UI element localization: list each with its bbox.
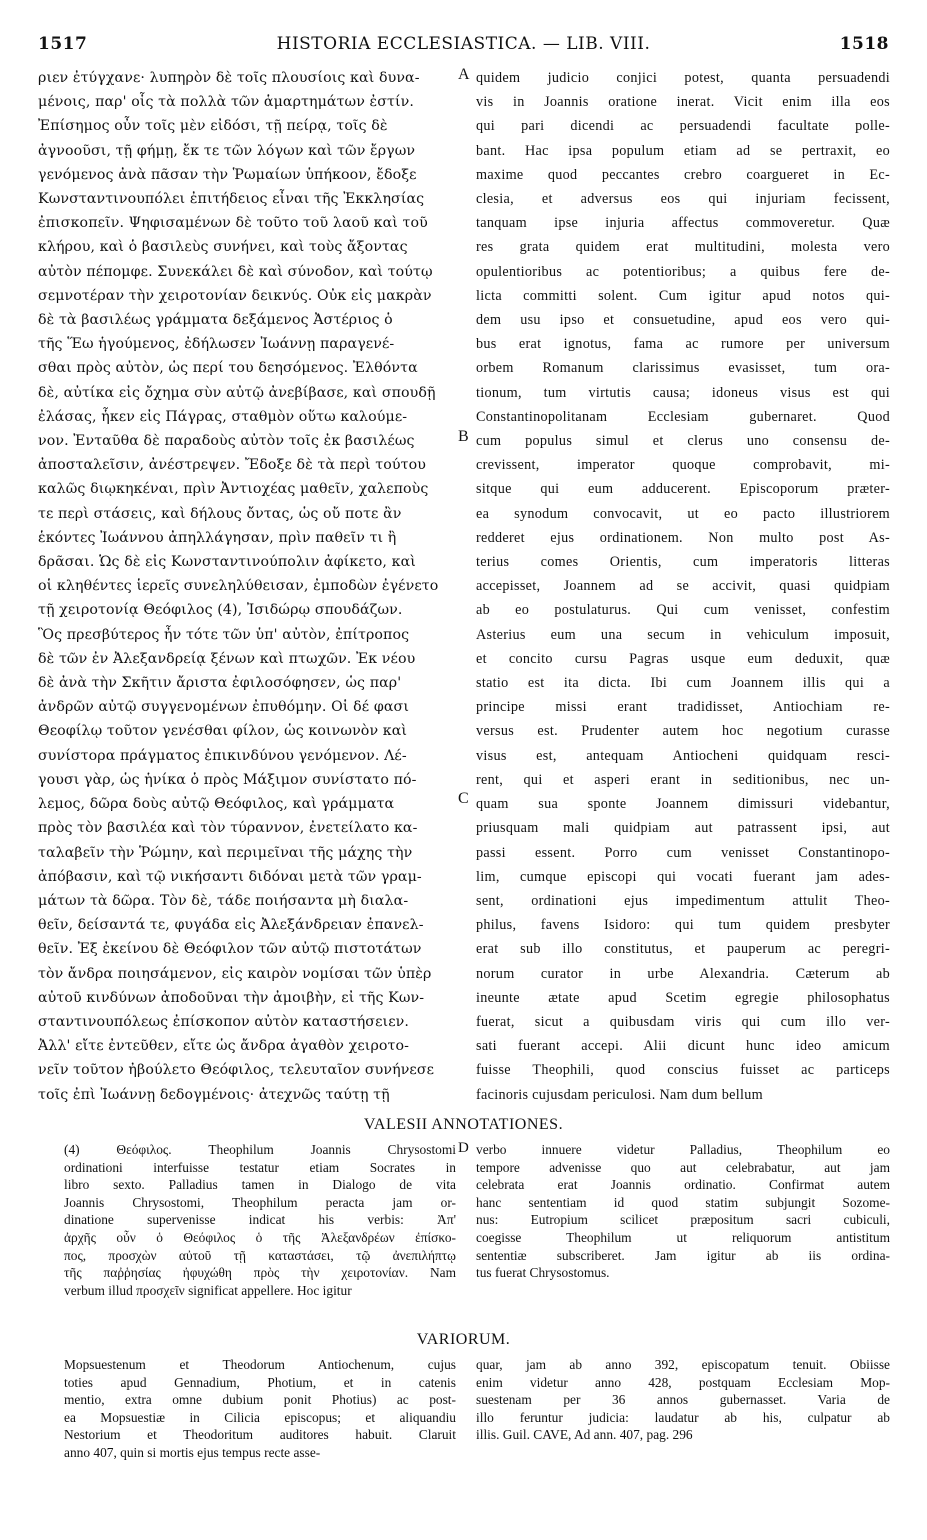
latin-text-line: ineunte ætate apud Scetim egregie philosophatus bbox=[476, 989, 890, 1006]
greek-text-line: ριεν ἐτύγχανε· λυπηρὸν δὲ τοῖς πλουσίοις καὶ δυνα- bbox=[38, 70, 420, 86]
margin-letter-c: C bbox=[458, 790, 469, 807]
annotation-line: ἀρχῆς οὖν ὁ Θεόφιλος ὁ τῆς Ἀλεξανδρέων ἐπίσκο- bbox=[64, 1229, 456, 1245]
greek-text-line: πρὸς τὸν βασιλέα καὶ τὸν τύραννον, ἐνετείλατο κα- bbox=[38, 820, 418, 837]
annotation-line: dinatione supervenisse indicat his verbis: Ἀπ' bbox=[64, 1212, 456, 1228]
variorum-line: enim videtur anno 428, postquam Ecclesiam Mop- bbox=[476, 1374, 890, 1390]
greek-text-line: νεῖν τοῦτον ἠβούλετο Θεόφιλος, τελευταῖον συνήνεσε bbox=[38, 1062, 435, 1079]
latin-text-line: statio est ita dicta. Ibi cum Joannem illis qui a bbox=[476, 675, 890, 692]
annotation-line: hanc sententiam id quod statim subjungit Sozome- bbox=[476, 1194, 890, 1210]
latin-text-line: sent, ordinationi ejus impedimentum attulit Theo- bbox=[476, 892, 890, 909]
page-number-left: 1517 bbox=[38, 34, 88, 54]
greek-text-line: μένοις, παρ' οἷς τὰ πολλὰ τῶν ἁμαρτημάτων ἐστίν. bbox=[38, 94, 414, 111]
annotation-left-column bbox=[64, 1141, 456, 1299]
greek-text-line: ἐλάσας, ἧκεν εἰς Πάγρας, σταθμὸν οὕτω καλούμε- bbox=[38, 408, 408, 425]
latin-text-column bbox=[476, 66, 890, 1107]
latin-text-line: terius comes Orientis, cum imperatoris litteras bbox=[476, 554, 890, 571]
latin-text-line: quam sua sponte Joannem dimissuri videbantur, bbox=[476, 796, 890, 813]
greek-text-line: κλήρου, καὶ ὁ βασιλεὺς συνήνει, καὶ τοὺς ἄξοντας bbox=[38, 239, 408, 256]
annotation-line: (4) Θεόφιλος. Theophilum Joannis Chrysostomi bbox=[64, 1142, 456, 1157]
greek-text-line: τε περὶ στάσεις, καὶ δήλους ὄντας, ὡς οὔ ποτε ἂν bbox=[38, 505, 402, 522]
greek-text-line: τὸν ἄνδρα ποιησάμενον, εἰς καιρὸν νομίσαι τῶν ὑπὲρ bbox=[38, 965, 432, 982]
latin-text-line: opulentioribus ac potentioribus; a quibus fere de- bbox=[476, 263, 890, 280]
greek-text-line: σταντινουπόλεως ἐπίσκοπον αὐτὸν καταστήσειεν. bbox=[38, 1013, 409, 1030]
annotation-line: libro sexto. Palladius tamen in Dialogo de vita bbox=[64, 1177, 456, 1193]
greek-text-line: τῆς Ἕω ἡγούμενος, ἐδήλωσεν Ἰωάννῃ παραγενέ- bbox=[38, 336, 395, 353]
greek-text-line: Ἀλλ' εἴτε ἐντεῦθεν, εἴτε ὡς ἄνδρα ἀγαθὸν χειροτο- bbox=[38, 1038, 410, 1055]
latin-text-line: passi essent. Porro cum venisset Constantinopo- bbox=[476, 844, 890, 861]
greek-text-line: τοῖς ἐπὶ Ἰωάννῃ δεδογμένοις· ἀτεχνῶς ταύτῃ τῇ bbox=[38, 1086, 390, 1103]
greek-text-line: συνίστορα πράγματος ἐπικινδύνου γενόμενον. Λέ- bbox=[38, 747, 407, 764]
variorum-line: toties apud Gennadium, Photium, et in catenis bbox=[64, 1374, 456, 1390]
latin-text-line: maxime quod peccantes crebro coargueret in Ec- bbox=[476, 166, 890, 183]
variorum-line: suestenam per 36 annos gubernasset. Varia de bbox=[476, 1392, 890, 1408]
margin-letter-b: B bbox=[458, 428, 469, 445]
latin-text-line: orbem Romanum clarissimus evasisset, tum ora- bbox=[476, 360, 890, 377]
greek-text-column bbox=[38, 66, 454, 1107]
greek-text-line: δρᾶσαι. Ὡς δὲ εἰς Κωνσταντινούπολιν ἀφίκετο, καὶ bbox=[38, 554, 416, 571]
greek-text-line: καλῶς διῳκηκέναι, πρὶν Ἀντιοχέας μαθεῖν, χαλεποὺς bbox=[38, 481, 429, 498]
annotation-line: sententiæ subscriberet. Jam igitur ab iis ordina- bbox=[476, 1247, 890, 1263]
latin-text-line: rent, qui et asperi erant in seditionibus, nec un- bbox=[476, 771, 890, 788]
variorum-line: quar, jam ab anno 392, episcopatum tenuit. Obiisse bbox=[476, 1357, 890, 1372]
latin-text-line: redderet ejus ordinationem. Non multo post As- bbox=[476, 529, 890, 546]
section-heading-valesii: VALESII ANNOTATIONES. bbox=[363, 1116, 564, 1133]
greek-text-line: νον. Ἐνταῦθα δὲ παραδοὺς αὐτὸν τοῖς ἐκ βασιλέως bbox=[38, 433, 415, 450]
greek-text-line: ἑκόντες Ἰωάννου ἀπηλλάγησαν, πρὶν παθεῖν τι ἢ bbox=[38, 529, 397, 546]
variorum-line: illo feruntur judicia: laudatur ab his, culpatur ab bbox=[476, 1409, 890, 1425]
greek-text-line: δὲ τῶν ἐν Ἀλεξανδρείᾳ ξένων καὶ πτωχῶν. Ἐκ νέου bbox=[38, 650, 416, 667]
latin-text-line: fuerat, sicut a quibusdam viris qui cum illo ver- bbox=[476, 1013, 890, 1030]
annotation-line: celebrata erat Joannis ordinatio. Confirmat autem bbox=[476, 1177, 890, 1193]
greek-text-line: ἀπόβασιν, καὶ τῷ νικήσαντι διδόναι μετὰ τῶν γραμ- bbox=[38, 868, 422, 885]
margin-letter-d: D bbox=[458, 1140, 469, 1156]
latin-text-line: priusquam mali quidpiam aut patrassent ipsi, aut bbox=[476, 820, 890, 837]
latin-text-line: dem usu ipso et consuetudine, apud eos vero qui- bbox=[476, 312, 890, 329]
latin-text-line: fuisse Theophili, quod conscius fuisset ac particeps bbox=[476, 1062, 890, 1079]
greek-text-line: λεμος, δῶρα δοὺς αὐτῷ Θεόφιλος, καὶ γράμματα bbox=[38, 796, 395, 813]
greek-text-line: Θεοφίλῳ τοῦτον γενέσθαι φίλον, ὡς κοινωνὸν καὶ bbox=[38, 723, 408, 740]
greek-text-line: ταλαβεῖν τὴν Ῥώμην, καὶ περιμεῖναι τῆς μάχης τὴν bbox=[38, 844, 413, 861]
latin-text-line: Constantinopolitanam Ecclesiam gubernaret. Quod bbox=[476, 408, 890, 425]
latin-text-line: sati fuerant accepi. Alii dicunt hunc ideo amicum bbox=[476, 1038, 890, 1055]
latin-text-line: qui pari dicendi ac persuadendi facultate polle- bbox=[476, 118, 890, 135]
greek-text-line: θεῖν, δείσαντά τε, φυγάδα εἰς Ἀλεξάνδρειαν ἐπανελ- bbox=[38, 917, 424, 934]
annotation-line: ordinationi interfuisse testatur etiam Socrates in bbox=[64, 1159, 456, 1175]
variorum-line: ea Mopsuestiæ in Cilicia episcopus; et aliquandiu bbox=[64, 1409, 456, 1425]
latin-text-line: res grata quidem erat multitudini, molesta vero bbox=[476, 239, 890, 256]
greek-text-line: Κωνσταντινουπόλει ἐπιτήδειος εἶναι τῆς Ἐκκλησίας bbox=[38, 191, 425, 208]
greek-text-line: δὲ, αὐτίκα εἰς ὄχημα σὺν αὐτῷ ἀνεβίβασε, καὶ σπουδῇ bbox=[38, 384, 436, 401]
latin-text-line: licta committi solent. Cum igitur apud notos qui- bbox=[476, 287, 890, 304]
variorum-line: Mopsuestenum et Theodorum Antiochenum, cujus bbox=[64, 1357, 456, 1372]
latin-text-line: cum populus simul et clerus uno consensu de- bbox=[476, 433, 890, 450]
annotation-line: Joannis Chrysostomi, Theophilum peracta jam or- bbox=[64, 1194, 456, 1210]
latin-text-line: principe missi erant tradidisset, Antiochiam re- bbox=[476, 699, 890, 716]
greek-text-line: Ὃς πρεσβύτερος ἦν τότε τῶν ὑπ' αὐτὸν, ἐπίτροπος bbox=[38, 626, 410, 643]
latin-text-line: bus erat ignotus, fama ac rumore per universum bbox=[476, 336, 890, 353]
latin-text-line: clesia, et adversus eos qui injuriam fecissent, bbox=[476, 191, 890, 208]
latin-text-line: tanquam ipse injuria affectus commoveretur. Quæ bbox=[476, 215, 890, 232]
latin-text-line: philus, favens Isidoro: qui tum quidem presbyter bbox=[476, 917, 890, 934]
latin-text-line: ab eo postulaturus. Qui cum venisset, confestim bbox=[476, 602, 890, 619]
page-number-right: 1518 bbox=[839, 34, 889, 54]
greek-text-line: τῇ χειροτονίᾳ Θεόφιλος (4), Ἰσιδώρῳ σπουδάζων. bbox=[38, 602, 403, 619]
latin-text-line: accepisset, Joannem ad se accivit, quasi quidpiam bbox=[476, 578, 890, 595]
latin-text-line: versus est. Prudenter autem hoc negotium curasse bbox=[476, 723, 890, 740]
annotation-line: verbo innuere videtur Palladius, Theophilum eo bbox=[476, 1142, 890, 1157]
latin-text-line: Asterius eum una secum in vehiculum imposuit, bbox=[476, 626, 890, 643]
variorum-line: Nestorium et Theodoritum auditores habuit. Claruit bbox=[64, 1427, 456, 1443]
latin-text-line: facinoris cujusdam periculosi. Nam dum bellum bbox=[476, 1086, 763, 1103]
annotation-line: πος, προσχὼν αὐτοῦ τῇ καταστάσει, τῷ ἀνεπιλήπτῳ bbox=[64, 1247, 456, 1263]
greek-text-line: ἀγνοοῦσι, τῇ φήμῃ, ἔκ τε τῶν λόγων καὶ τῶν ἔργων bbox=[38, 142, 416, 159]
annotation-line: nus: Eutropium scilicet præpositum sacri cubiculi, bbox=[476, 1212, 890, 1228]
greek-text-line: ἀνδρῶν αὐτῷ συγγενομένων ἐπυθόμην. Οἱ δέ φασι bbox=[38, 699, 409, 716]
variorum-line: anno 407, quin si mortis ejus tempus recte asse- bbox=[64, 1444, 321, 1460]
annotation-line: tus fuerat Chrysostomus. bbox=[476, 1265, 610, 1281]
annotation-line: tempore advenisse quo aut celebrabatur, aut jam bbox=[476, 1159, 890, 1175]
variorum-left-column bbox=[64, 1356, 456, 1462]
greek-text-line: δὲ ἀνὰ τὴν Σκῆτιν ἄριστα ἐφιλοσόφησεν, ὡς παρ' bbox=[38, 675, 402, 692]
variorum-line: mentio, extra omne dubium ponit Photius) ac post- bbox=[64, 1392, 456, 1408]
greek-text-line: μάτων τὰ δῶρα. Τὸν δὲ, τάδε ποιήσαντα μὴ διαλα- bbox=[38, 892, 409, 909]
greek-text-line: σεμνοτέραν τὴν χειροτονίαν δεικνύς. Οὐκ εἰς μακρὰν bbox=[38, 287, 432, 304]
latin-text-line: visus est, antequam Antiocheni quidquam resci- bbox=[476, 747, 890, 764]
latin-text-line: tionum, tum virtutis causa; idoneus visus est qui bbox=[476, 384, 890, 401]
annotation-line: coegisse Theophilum ut reliquorum antistitum bbox=[476, 1229, 890, 1245]
latin-text-line: vis in Joannis oratione inerat. Vicit enim illa eos bbox=[476, 94, 890, 111]
annotation-right-column bbox=[476, 1141, 890, 1282]
greek-text-line: γουσι γὰρ, ὡς ἡνίκα ὁ πρὸς Μάξιμον συνίστατο πό- bbox=[38, 771, 417, 788]
greek-text-line: αὐτοῦ κινδύνων ἀποδοῦναι τὴν ἀμοιβὴν, εἰ τῆς Κων- bbox=[38, 989, 425, 1006]
greek-text-line: γενόμενος ἀνὰ πᾶσαν τὴν Ῥωμαίων ὑπήκοον, ἔδοξε bbox=[38, 166, 417, 183]
latin-text-line: et concito cursu Pagras usque eum deduxit, quæ bbox=[476, 650, 890, 667]
greek-text-line: ἀποσταλεῖσιν, ἀνέστρεψεν. Ἔδοξε δὲ τὰ περὶ τούτου bbox=[38, 457, 426, 474]
running-header bbox=[38, 34, 889, 56]
greek-text-line: αὐτὸν πέπομφε. Συνεκάλει δὲ καὶ σύνοδον, καὶ τούτῳ bbox=[38, 263, 433, 280]
running-title: HISTORIA ECCLESIASTICA. — LIB. VIII. bbox=[276, 34, 651, 54]
greek-text-line: θεῖν. Ἐξ ἐκείνου δὲ Θεόφιλον τῶν αὐτῷ πιστοτάτων bbox=[38, 941, 422, 958]
variorum-line: illis. Guil. CAVE, Ad ann. 407, pag. 296 bbox=[476, 1427, 693, 1443]
section-heading-variorum: VARIORUM. bbox=[416, 1331, 511, 1348]
latin-text-line: crevissent, imperator quoque comprobavit, mi- bbox=[476, 457, 890, 474]
greek-text-line: ἐπισκοπεῖν. Ψηφισαμένων δὲ τοῦτο τοῦ λαοῦ καὶ τοῦ bbox=[38, 215, 428, 232]
annotation-line: verbum illud προσχεῖν significat appellere. Hoc igitur bbox=[64, 1282, 352, 1298]
latin-text-line: erat sub illo constitutus, et pauperum ac peregri- bbox=[476, 941, 890, 958]
latin-text-line: ea synodum convocavit, ut eo pacto illustriorem bbox=[476, 505, 890, 522]
variorum-right-column bbox=[476, 1356, 890, 1444]
greek-text-line: δὲ τὰ βασιλέως γράμματα δεξάμενος Ἀστέριος ὁ bbox=[38, 312, 393, 329]
greek-text-line: σθαι πρὸς αὐτὸν, ὡς περί του δεησόμενος. Ἐλθόντα bbox=[38, 360, 418, 377]
greek-text-line: οἱ κληθέντες ἱερεῖς συνεληλύθεισαν, ἐμποδὼν ἐγένετο bbox=[38, 578, 439, 595]
latin-text-line: lim, cumque episcopi qui vocati fuerant jam ades- bbox=[476, 868, 890, 885]
annotation-line: τῆς παῤῥησίας ἠφυχώθη πρὸς τὴν χειροτονίαν. Nam bbox=[64, 1265, 456, 1281]
greek-text-line: Ἐπίσημος οὖν τοῖς μὲν εἰδόσι, τῇ πείρᾳ, τοῖς δὲ bbox=[38, 118, 388, 135]
latin-text-line: bant. Hac ipsa populum etiam ad se pertraxit, eo bbox=[476, 142, 890, 159]
latin-text-line: quidem judicio conjici potest, quanta persuadendi bbox=[476, 70, 890, 86]
latin-text-line: norum curator in urbe Alexandria. Cæterum ab bbox=[476, 965, 890, 982]
latin-text-line: sitque qui eum adducerent. Episcoporum præter- bbox=[476, 481, 890, 498]
margin-letter-a: A bbox=[458, 66, 470, 83]
